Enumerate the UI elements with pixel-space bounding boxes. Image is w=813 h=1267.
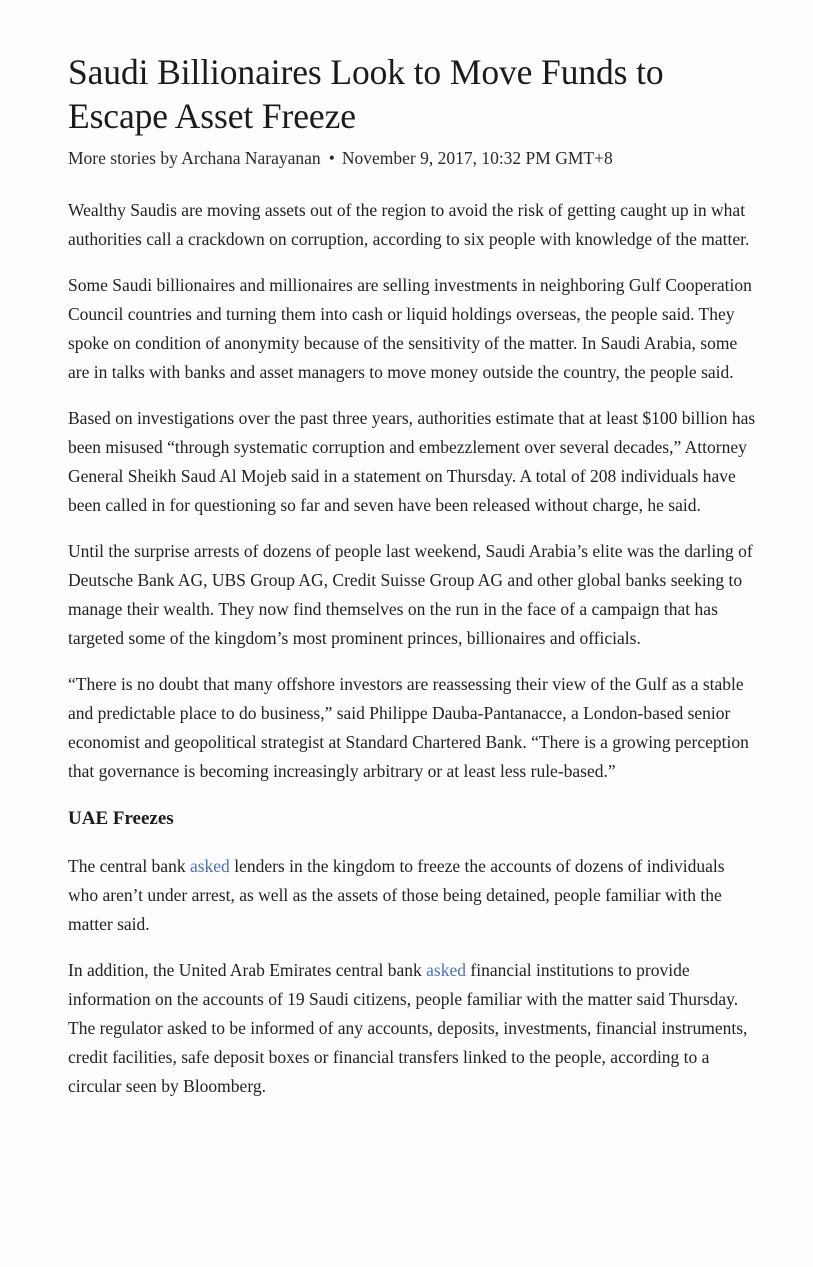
paragraph-central-bank-text-before: The central bank <box>68 856 190 876</box>
paragraph-uae <box>68 956 758 1101</box>
article-headline: Saudi Billionaires Look to Move Funds to Escape Asset Freeze <box>68 52 664 136</box>
article-body <box>68 196 758 1101</box>
paragraph-5: “There is no doubt that many offshore investors are reassessing their view of the Gulf as a stable and predictable place to do business,” said Philippe Dauba-Pantanacce, a London-based senior economist and geopolitical strategist at Standard Chartered Bank. “There is a growing perception that governance is becoming increasingly arbitrary or at least less rule-based.” <box>68 674 749 781</box>
section-subhead: UAE Freezes <box>68 808 174 829</box>
paragraph-1: Wealthy Saudis are moving assets out of the region to avoid the risk of getting caught up in what authorities call a crackdown on corruption, according to six people with knowledge of the matter. <box>68 200 750 249</box>
asked-link-uae[interactable]: asked <box>426 960 467 980</box>
asked-link[interactable]: asked <box>189 856 230 876</box>
paragraph-central-bank <box>68 852 758 939</box>
paragraph-uae-text-after: financial institutions to provide information on the accounts of 19 Saudi citizens, people familiar with the matter said Thursday. The regulator asked to be informed of any accounts, deposits, investments, financial instruments, credit facilities, safe deposit boxes or financial transfers linked to the people, according to a circular seen by Bloomberg. <box>68 960 748 1096</box>
paragraph-4: Until the surprise arrests of dozens of people last weekend, Saudi Arabia’s elite was the darling of Deutsche Bank AG, UBS Group AG, Credit Suisse Group AG and other global banks seeking to manage their wealth. They now find themselves on the run in the face of a campaign that has targeted some of the kingdom’s most prominent princes, billionaires and officials. <box>68 541 753 648</box>
paragraph-uae-text-before: In addition, the United Arab Emirates central bank <box>68 960 427 980</box>
paragraph-central-bank-text-after: lenders in the kingdom to freeze the accounts of dozens of individuals who aren’t under arrest, as well as the assets of those being detained, people familiar with the matter said. <box>68 856 725 934</box>
byline-date: November 9, 2017, 10:32 PM GMT+8 <box>341 148 613 168</box>
paragraph-2: Some Saudi billionaires and millionaires are selling investments in neighboring Gulf Cooperation Council countries and turning them into cash or liquid holdings overseas, the people said. They spoke on condition of anonymity because of the sensitivity of the matter. In Saudi Arabia, some are in talks with banks and asset managers to move money outside the country, the people said. <box>68 275 752 382</box>
byline <box>68 146 758 170</box>
article <box>68 50 758 1118</box>
paragraph-3: Based on investigations over the past three years, authorities estimate that at least $100 billion has been misused “through systematic corruption and embezzlement over several decades,” Attorney General Sheikh Saud Al Mojeb said in a statement on Thursday. A total of 208 individuals have been called in for questioning so far and seven have been released without charge, he said. <box>68 408 756 515</box>
byline-author-link[interactable]: More stories by Archana Narayanan <box>68 148 321 168</box>
byline-separator: • <box>328 148 335 168</box>
